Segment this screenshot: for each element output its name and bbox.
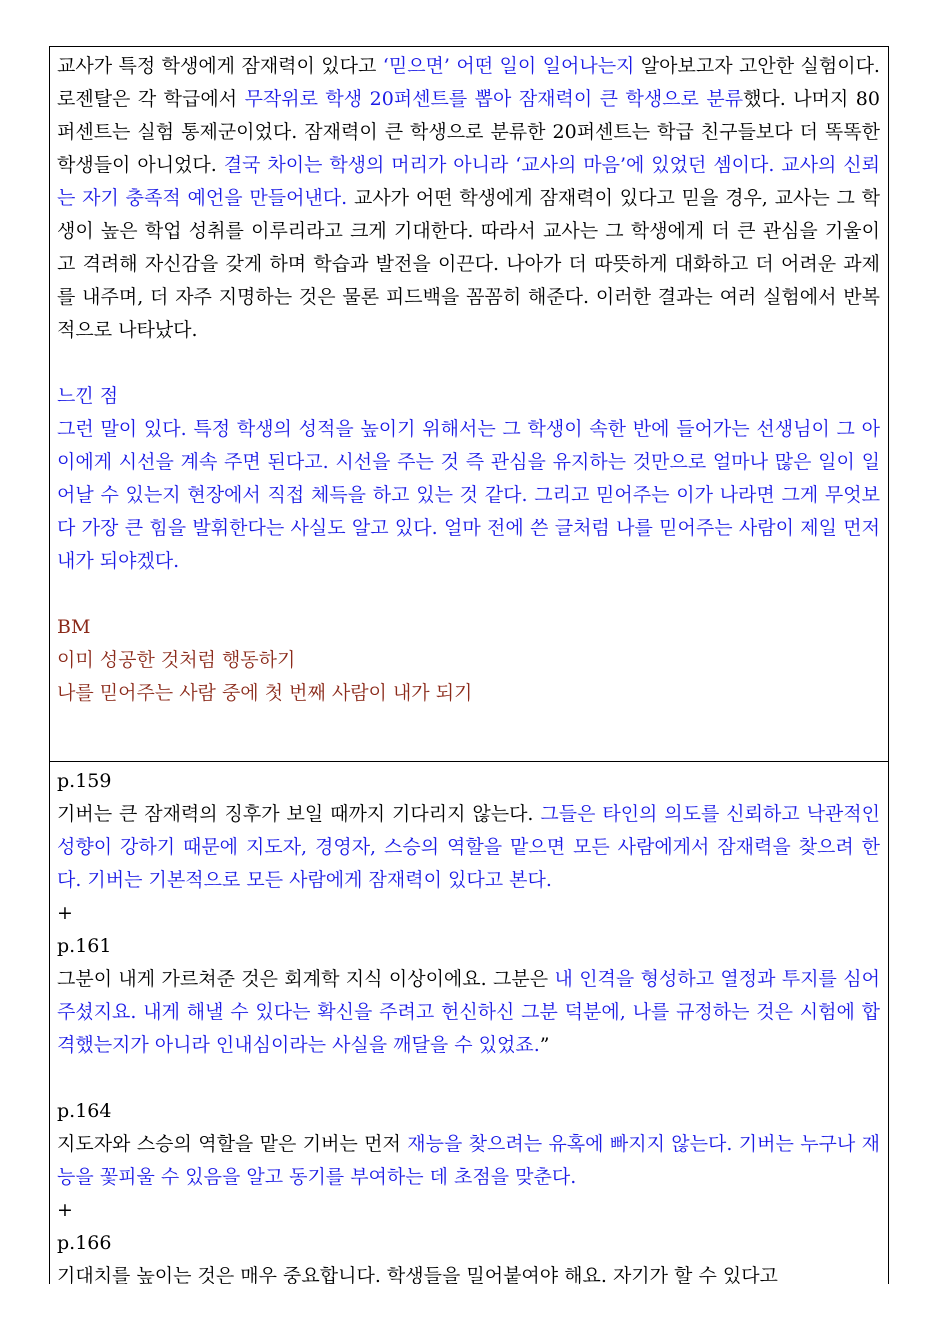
document-page <box>49 46 889 1284</box>
summary-highlight: 결국 차이는 학생의 머리가 아니라 ‘교사의 마음’에 있었던 셈이다. 교사의 신뢰는 자기 충족적 예언을 만들어낸다. <box>57 154 880 209</box>
quote-text: 기버는 큰 잠재력의 징후가 보일 때까지 기다리지 않는다. <box>57 803 541 825</box>
plus-separator: + <box>57 902 73 924</box>
quote-paragraph <box>57 1260 880 1284</box>
quote-text: 지도자와 스승의 역할을 맡은 기버는 먼저 <box>57 1133 408 1155</box>
quote-highlight: 그들은 타인의 의도를 신뢰하고 낙관적인 성향이 강하기 때문에 지도자, 경영자, 스승의 역할을 맡으면 모든 사람에게서 잠재력을 찾으려 한다. 기버는 기본적으로 모든 사람에게 잠재력이 있다고 본다. <box>57 803 880 891</box>
summary-text: 교사가 특정 학생에게 잠재력이 있다고 <box>57 55 383 77</box>
quote-paragraph <box>57 963 880 1062</box>
summary-paragraph <box>57 50 880 347</box>
page-ref: p.164 <box>57 1100 112 1122</box>
summary-text: 교사가 어떤 학생에게 잠재력이 있다고 믿을 경우, 교사는 그 학생이 높은 학업 성취를 이루리라고 크게 기대한다. 따라서 교사는 그 학생에게 더 큰 관심을 기울이고 격려해 자신감을 갖게 하며 학습과 발전을 이끈다. 나아가 더 따뜻하게 대화하고 더 어려운 과제를 내주며, 더 자주 지명하는 것은 물론 피드백을 꼼꼼히 해준다. 이러한 결과는 여러 실험에서 반복적으로 나타났다. <box>57 187 880 341</box>
page-ref: p.166 <box>57 1232 112 1254</box>
quote-text: 기대치를 높이는 것은 매우 중요합니다. 학생들을 밀어붙여야 해요. 자기가 할 수 있다고 <box>57 1265 778 1284</box>
quote-highlight: 내 인격을 형성하고 열정과 투지를 심어주셨지요. 내게 해낼 수 있다는 확신을 주려고 헌신하신 그분 덕분에, 나를 규정하는 것은 시험에 합격했는지가 아니라 인내심이라는 사실을 깨달을 수 있었죠. <box>57 968 880 1056</box>
page-ref: p.159 <box>57 770 112 792</box>
quote-highlight: 재능을 찾으려는 유혹에 빠지지 않는다. 기버는 누구나 재능을 꽃피울 수 있음을 알고 동기를 부여하는 데 초점을 맞춘다. <box>57 1133 880 1188</box>
feel-heading: 느낀 점 <box>57 385 119 407</box>
summary-text: 알아보고자 고안한 실험이다. 로젠탈은 각 학급에서 <box>57 55 880 110</box>
quote-paragraph <box>57 1128 880 1194</box>
summary-text: 했다. 나머지 80퍼센트는 실험 통제군이었다. 잠재력이 큰 학생으로 분류한 20퍼센트는 학급 친구들보다 더 똑똑한 학생들이 아니었다. <box>57 88 880 176</box>
quote-text: ” <box>539 1034 550 1056</box>
summary-highlight: 무작위로 학생 20퍼센트를 뽑아 잠재력이 큰 학생으로 분류 <box>244 88 744 110</box>
bm-item: 나를 믿어주는 사람 중에 첫 번째 사람이 내가 되기 <box>57 682 473 704</box>
feel-text: 그런 말이 있다. 특정 학생의 성적을 높이기 위해서는 그 학생이 속한 반에 들어가는 선생님이 그 아이에게 시선을 계속 주면 된다고. 시선을 주는 것 즉 관심을 유지하는 것만으로 얼마나 많은 일이 일어날 수 있는지 현장에서 직접 체득을 하고 있는 것 같다. 그리고 믿어주는 이가 나라면 그게 무엇보다 가장 큰 힘을 발휘한다는 사실도 알고 있다. 얼마 전에 쓴 글처럼 나를 믿어주는 사람이 제일 먼저 내가 되야겠다. <box>57 418 880 572</box>
summary-highlight: ‘믿으면’ 어떤 일이 일어나는지 <box>382 55 635 77</box>
note-cell-bottom <box>49 762 889 1284</box>
quote-text: 그분이 내게 가르쳐준 것은 회계학 지식 이상이에요. 그분은 <box>57 968 555 990</box>
plus-separator: + <box>57 1199 73 1221</box>
bm-item: 이미 성공한 것처럼 행동하기 <box>57 649 296 671</box>
page-ref: p.161 <box>57 935 112 957</box>
note-cell-top <box>49 46 889 762</box>
quote-paragraph <box>57 798 880 897</box>
bm-heading: BM <box>57 616 91 638</box>
